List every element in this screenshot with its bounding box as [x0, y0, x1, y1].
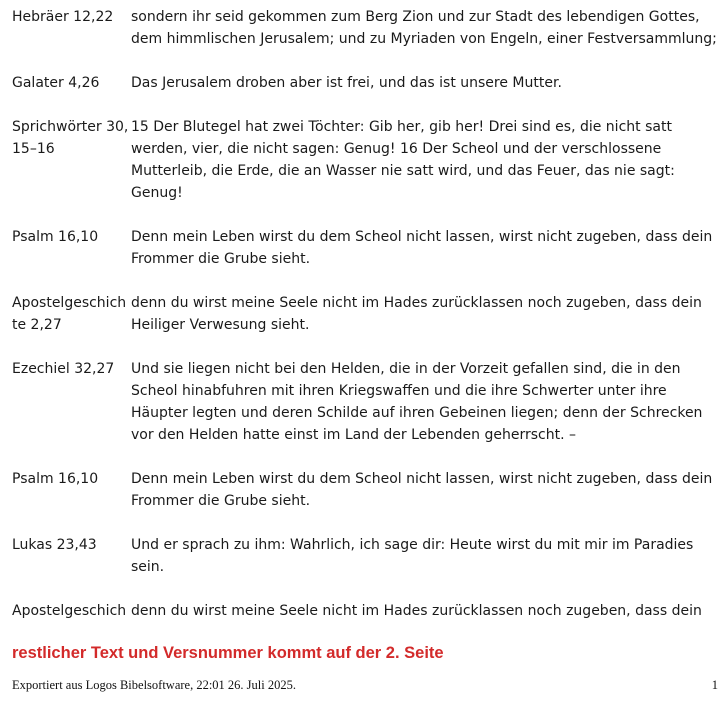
verse-reference: Psalm 16,10: [12, 229, 99, 245]
verse-entry: [12, 468, 718, 512]
continuation-notice: restlicher Text und Versnummer kommt auf der 2. Seite: [12, 644, 444, 662]
verse-reference: Sprichwörter 30,15–16: [12, 119, 129, 157]
verse-reference: Psalm 16,10: [12, 471, 99, 487]
verse-entry: [12, 534, 718, 578]
verse-text: Und er sprach zu ihm: Wahrlich, ich sage dir: Heute wirst du mit mir im Paradies sein.: [131, 537, 694, 575]
verse-text: Das Jerusalem droben aber ist frei, und das ist unsere Mutter.: [131, 75, 562, 91]
verse-entry: [12, 116, 718, 204]
verse-entry: [12, 600, 718, 622]
verse-text: denn du wirst meine Seele nicht im Hades zurücklassen noch zugeben, dass dein: [131, 603, 702, 619]
verse-reference: Galater 4,26: [12, 75, 100, 91]
verse-entry: [12, 6, 718, 50]
verse-entry: [12, 226, 718, 270]
verse-reference: Apostelgeschichte 2,27: [12, 295, 127, 333]
verse-text: Und sie liegen nicht bei den Helden, die in der Vorzeit gefallen sind, die in den Scheol hinabfuhren mit ihren Kriegswaffen und die ihre Schwerter unter ihre Häupter legten und deren Schilde auf ihren Gebeinen liegen; denn der Schrecken vor den Helden hatte einst im Land der Lebenden geherrscht. –: [131, 361, 703, 443]
verse-text: 15 Der Blutegel hat zwei Töchter: Gib her, gib her! Drei sind es, die nicht satt werden, vier, die nicht sagen: Genug! 16 Der Scheol und der verschlossene Mutterleib, die Erde, die an Wasser nie satt wird, und das Feuer, das nie sagt: Genug!: [131, 119, 675, 201]
verse-entry: [12, 292, 718, 336]
verse-text: Denn mein Leben wirst du dem Scheol nicht lassen, wirst nicht zugeben, dass dein Frommer die Grube sieht.: [131, 229, 713, 267]
verse-text: denn du wirst meine Seele nicht im Hades zurücklassen noch zugeben, dass dein Heiliger Verwesung sieht.: [131, 295, 702, 333]
verse-reference: Ezechiel 32,27: [12, 361, 115, 377]
export-info: Exportiert aus Logos Bibelsoftware, 22:01 26. Juli 2025.: [12, 678, 296, 692]
verse-reference: Lukas 23,43: [12, 537, 97, 553]
verse-list: [12, 6, 718, 622]
verse-reference: Hebräer 12,22: [12, 9, 114, 25]
page-number: 1: [711, 678, 718, 692]
verse-entry: [12, 72, 718, 94]
verse-reference: Apostelgeschich: [12, 603, 127, 619]
verse-entry: [12, 358, 718, 446]
page-footer: [12, 676, 718, 694]
verse-text: Denn mein Leben wirst du dem Scheol nicht lassen, wirst nicht zugeben, dass dein Frommer die Grube sieht.: [131, 471, 713, 509]
verse-text: sondern ihr seid gekommen zum Berg Zion und zur Stadt des lebendigen Gottes, dem himmlischen Jerusalem; und zu Myriaden von Engeln, einer Festversammlung;: [131, 9, 717, 47]
